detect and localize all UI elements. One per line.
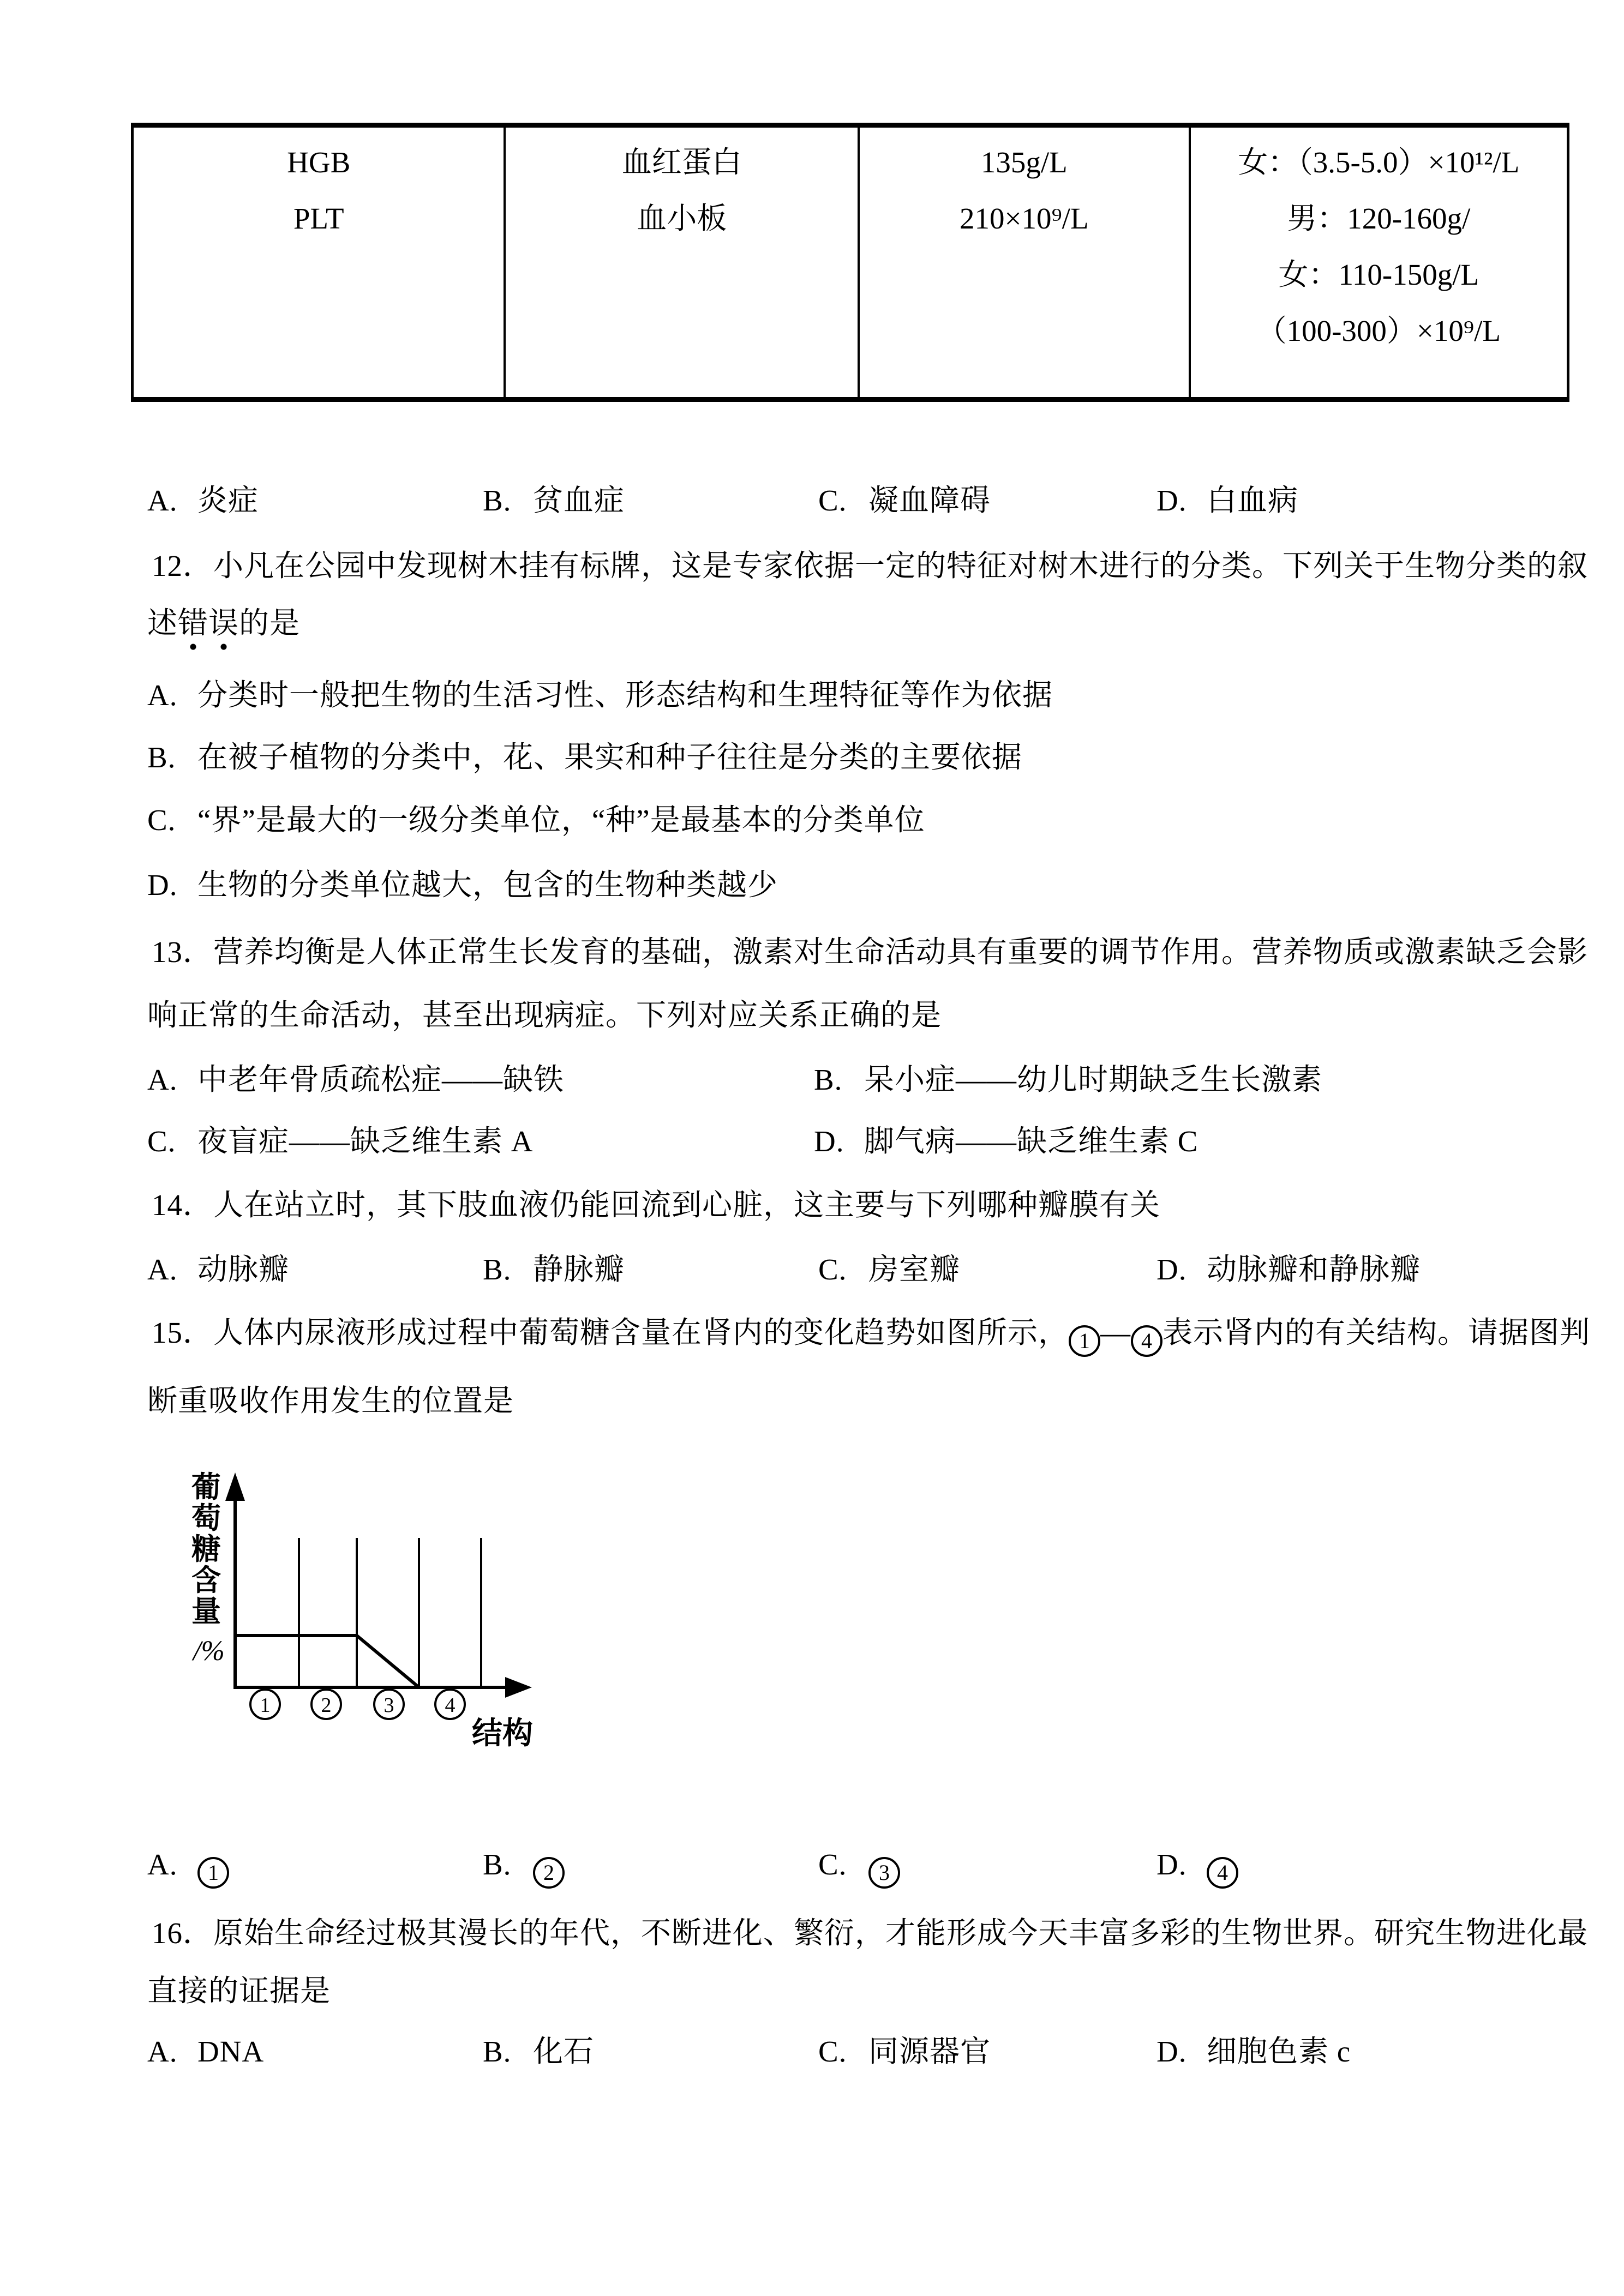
glucose-concentration-chart [180, 1456, 556, 1751]
tick-label-3: 3 [383, 1694, 394, 1717]
option-text: 动脉瓣和静脉瓣 [1207, 1253, 1421, 1286]
option-label: B. [814, 1063, 843, 1096]
tick-label-2: 2 [321, 1694, 332, 1717]
q15-option-c [818, 1836, 900, 1893]
option-label: D. [814, 1125, 844, 1158]
option-label: B. [483, 2035, 512, 2068]
option-label: C. [818, 484, 847, 517]
blood-test-reference-table [131, 123, 1569, 402]
option-text: 细胞色素 c [1207, 2035, 1351, 2068]
option-text: “界”是最大的一级分类单位，“种”是最基本的分类单位 [197, 803, 925, 837]
q16-option-d [1156, 2023, 1351, 2080]
q15-stem-line1 [152, 1305, 1590, 1361]
stem-text: 15．人体内尿液形成过程中葡萄糖含量在肾内的变化趋势如图所示， [152, 1316, 1069, 1349]
tick-label-4: 4 [445, 1694, 456, 1717]
option-label: C. [147, 1125, 176, 1158]
option-label: B. [147, 741, 176, 774]
circled-number-4: 4 [1207, 1857, 1238, 1889]
q13-option-b [814, 1051, 1322, 1108]
option-text: 生物的分类单位越大，包含的生物种类越少 [197, 868, 778, 901]
option-label: C. [818, 1848, 847, 1881]
y-axis-label-char: 含 [191, 1564, 221, 1597]
circled-number-1: 1 [1069, 1325, 1100, 1357]
option-label: A. [147, 1848, 178, 1881]
q16-stem-line1: 16．原始生命经过极其漫长的年代，不断进化、繁衍，才能形成今天丰富多彩的生物世界。研究生物进化最 [152, 1916, 1589, 1950]
circled-number-2: 2 [533, 1857, 565, 1889]
table-cell: 女：（3.5-5.0）×10¹²/L [1238, 146, 1520, 179]
q14-stem: 14．人在站立时，其下肢血液仍能回流到心脏，这主要与下列哪种瓣膜有关 [152, 1188, 1161, 1222]
table-cell: 210×10⁹/L [959, 202, 1089, 235]
q16-option-c [818, 2023, 991, 2080]
emphasized-word: 错误 [178, 606, 239, 652]
q14-option-c [818, 1241, 960, 1298]
table-cell: PLT [293, 202, 344, 235]
q12-option-b [147, 729, 1022, 786]
option-label: C. [818, 1253, 847, 1286]
q11-option-d [1156, 472, 1298, 529]
q11-option-a [147, 472, 259, 529]
table-cell: HGB [287, 146, 351, 179]
option-label: D. [1156, 2035, 1187, 2068]
q12-option-d [147, 857, 778, 913]
option-text: 同源器官 [868, 2035, 991, 2068]
table-cell: 女：110-150g/L [1278, 258, 1479, 291]
option-label: A. [147, 484, 178, 517]
q13-option-a [147, 1051, 564, 1108]
option-label: B. [483, 1253, 512, 1286]
table-col-result [858, 128, 1189, 397]
option-label: D. [1156, 1253, 1187, 1286]
option-label: C. [147, 803, 176, 837]
q14-option-d [1156, 1241, 1421, 1298]
table-cell: 血红蛋白 [621, 146, 742, 179]
q11-option-b [483, 472, 625, 529]
option-text: 中老年骨质疏松症——缺铁 [197, 1063, 565, 1096]
option-text: 化石 [533, 2035, 595, 2068]
q15-stem-line2: 断重吸收作用发生的位置是 [147, 1384, 514, 1417]
q13-option-d [814, 1113, 1198, 1170]
option-label: D. [1156, 1848, 1187, 1881]
option-label: C. [818, 2035, 847, 2068]
tick-label-1: 1 [260, 1694, 271, 1717]
option-text: 在被子植物的分类中，花、果实和种子往往是分类的主要依据 [197, 741, 1023, 774]
x-axis-label: 结构 [472, 1716, 533, 1750]
table-col-reference-range [1189, 128, 1567, 397]
y-axis-label-char: 葡 [191, 1471, 221, 1504]
option-text: 脚气病——缺乏维生素 C [864, 1125, 1198, 1158]
option-text: 静脉瓣 [533, 1253, 625, 1286]
y-axis-label-char: 萄 [191, 1502, 221, 1535]
stem-text: 的是 [239, 606, 301, 640]
option-label: B. [483, 1848, 512, 1881]
option-text: 凝血障碍 [868, 484, 991, 517]
q12-option-c [147, 792, 925, 849]
q12-stem-line2 [147, 595, 300, 652]
q13-option-c [147, 1113, 533, 1170]
q13-stem-line2: 响正常的生命活动，甚至出现病症。下列对应关系正确的是 [147, 999, 942, 1032]
q11-option-c [818, 472, 991, 529]
q13-stem-line1: 13．营养均衡是人体正常生长发育的基础，激素对生命活动具有重要的调节作用。营养物质或激素缺乏会影 [152, 935, 1589, 969]
q15-option-d [1156, 1836, 1238, 1893]
y-axis-unit: /% [193, 1636, 225, 1667]
circled-number-3: 3 [868, 1857, 900, 1889]
glucose-curve [235, 1636, 419, 1687]
y-axis-arrow-icon [225, 1472, 245, 1501]
q16-option-b [483, 2023, 594, 2080]
option-label: A. [147, 2035, 178, 2068]
q14-option-b [483, 1241, 625, 1298]
option-text: 呆小症——幼儿时期缺乏生长激素 [864, 1063, 1323, 1096]
option-text: 房室瓣 [868, 1253, 961, 1286]
circled-number-1: 1 [197, 1857, 229, 1889]
option-text: DNA [197, 2035, 265, 2068]
table-cell: 血小板 [637, 202, 727, 235]
option-text: 白血病 [1207, 484, 1299, 517]
option-text: 炎症 [197, 484, 259, 517]
x-axis-arrow-icon [505, 1677, 532, 1698]
table-col-abbreviation [134, 128, 504, 397]
q15-option-a [147, 1836, 229, 1893]
y-axis-label-char: 糖 [191, 1533, 221, 1566]
option-text: 夜盲症——缺乏维生素 A [197, 1125, 534, 1158]
option-label: A. [147, 678, 178, 712]
range-dash: — [1100, 1316, 1131, 1349]
option-text: 动脉瓣 [197, 1253, 290, 1286]
y-axis-label-char: 量 [191, 1595, 221, 1628]
table-cell: 男：120-160g/ [1287, 202, 1471, 235]
option-label: D. [147, 868, 178, 901]
q12-stem-line1: 12．小凡在公园中发现树木挂有标牌，这是专家依据一定的特征对树木进行的分类。下列关于生物分类的叙 [152, 549, 1589, 582]
circled-number-4: 4 [1131, 1325, 1162, 1357]
table-cell: （100-300）×10⁹/L [1256, 314, 1501, 347]
table-cell: 135g/L [980, 146, 1068, 179]
option-label: B. [483, 484, 512, 517]
q15-option-b [483, 1836, 565, 1893]
option-text: 分类时一般把生物的生活习性、形态结构和生理特征等作为依据 [197, 678, 1053, 712]
option-text: 贫血症 [533, 484, 625, 517]
table-col-item-name [504, 128, 858, 397]
q16-stem-line2: 直接的证据是 [147, 1974, 331, 2008]
q12-option-a [147, 667, 1053, 724]
q16-option-a [147, 2023, 264, 2080]
option-label: D. [1156, 484, 1187, 517]
option-label: A. [147, 1253, 178, 1286]
option-label: A. [147, 1063, 178, 1096]
q14-option-a [147, 1241, 289, 1298]
stem-text: 表示肾内的有关结构。请据图判 [1162, 1316, 1591, 1349]
stem-text: 述 [147, 606, 178, 640]
